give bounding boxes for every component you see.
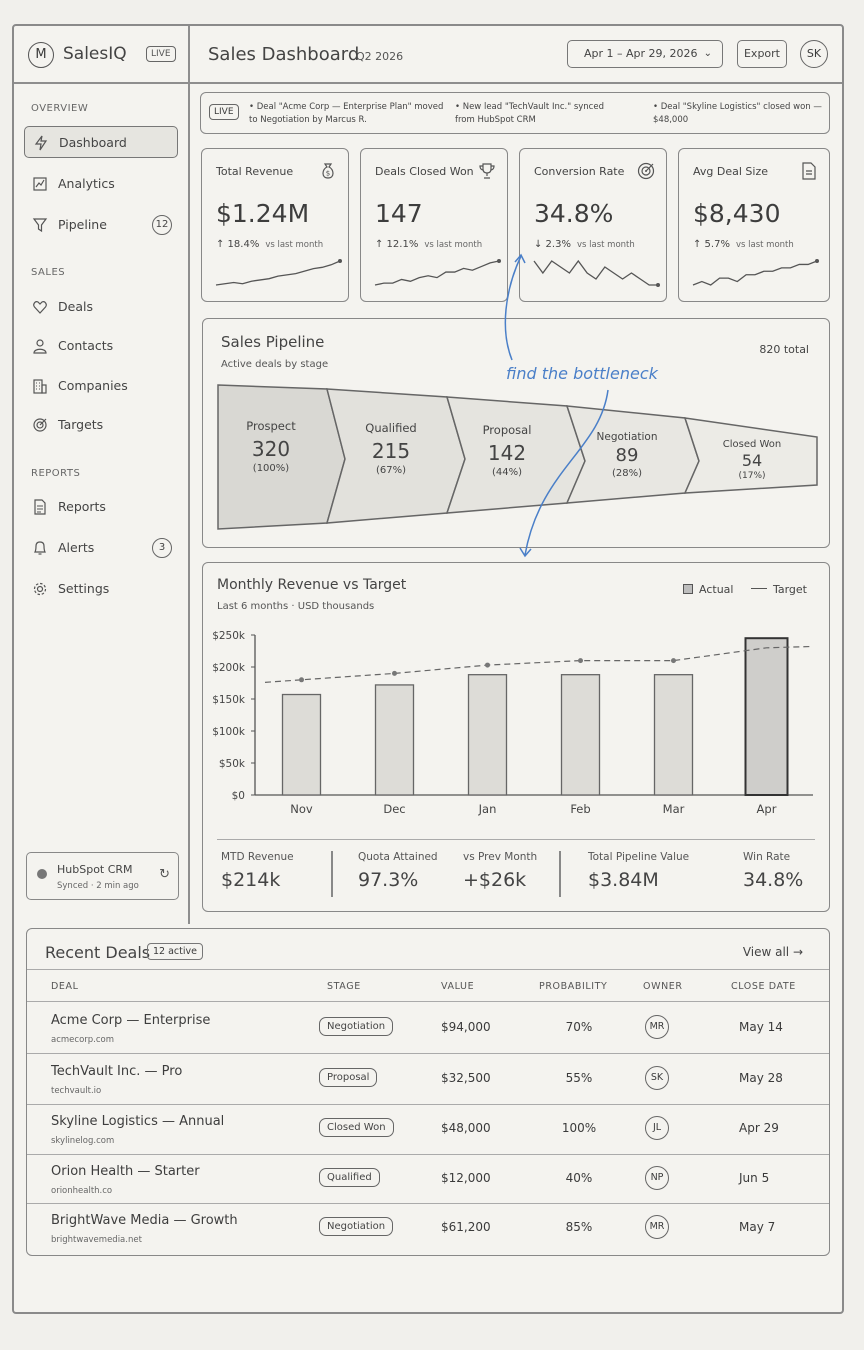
- summary-divider: [217, 839, 815, 840]
- owner-avatar: NP: [645, 1166, 669, 1190]
- deal-value: $48,000: [441, 1121, 491, 1135]
- logo: M: [28, 42, 54, 68]
- svg-text:$: $: [325, 169, 331, 178]
- annotation-text: find the bottleneck: [506, 364, 658, 383]
- legend-swatch-actual: [683, 584, 693, 594]
- user-avatar[interactable]: SK: [800, 40, 828, 68]
- recent-deals-card: [26, 928, 830, 1256]
- chevron-down-icon: ⌄: [703, 48, 712, 59]
- kpi-label: Avg Deal Size: [693, 165, 768, 178]
- kpi-label: Total Revenue: [216, 165, 294, 178]
- pipeline-count-badge: 12: [152, 215, 172, 235]
- bar-actual-dec: [376, 685, 414, 795]
- bar-actual-feb: [562, 675, 600, 795]
- pipeline-total: 820 total: [759, 343, 809, 356]
- close-date: May 14: [739, 1020, 783, 1034]
- y-tick-label: $200k: [212, 662, 245, 674]
- sidebar-item-label: Analytics: [58, 176, 115, 191]
- sidebar-divider: [188, 26, 190, 924]
- column-header-owner: OWNER: [643, 981, 683, 992]
- bell-icon: [32, 540, 48, 556]
- close-date: Jun 5: [739, 1171, 770, 1185]
- table-row[interactable]: [27, 1203, 829, 1253]
- section-label-reports: REPORTS: [31, 468, 81, 479]
- stage-badge: Closed Won: [319, 1118, 394, 1137]
- sparkline-path: [534, 261, 658, 285]
- activity-event: • Deal "Skyline Logistics" closed won — $48,000: [653, 102, 822, 125]
- header-divider: [14, 82, 842, 84]
- sidebar-item-deals[interactable]: [24, 291, 178, 323]
- deal-name[interactable]: Skyline Logistics — Annual: [51, 1114, 225, 1129]
- kpi-sparkline: [532, 253, 660, 289]
- funnel-stage-label: Qualified 215 (67%): [365, 421, 417, 476]
- period-label: Q2 2026: [356, 50, 404, 63]
- kpi-sparkline: [373, 253, 501, 289]
- target-icon: [32, 417, 48, 433]
- kpi-card-deals-closed-won[interactable]: [360, 148, 508, 302]
- sidebar-item-label: Settings: [58, 581, 110, 596]
- legend-label-actual: Actual: [699, 583, 734, 596]
- deal-domain: brightwavemedia.net: [51, 1235, 142, 1245]
- sidebar-item-alerts[interactable]: [24, 532, 178, 564]
- close-date: Apr 29: [739, 1121, 779, 1135]
- table-divider: [27, 1001, 829, 1002]
- x-tick-label: Mar: [662, 802, 685, 816]
- building-icon: [32, 378, 48, 394]
- app-name: SalesIQ: [63, 44, 127, 64]
- owner-avatar: SK: [645, 1066, 669, 1090]
- table-divider: [27, 969, 829, 970]
- pipeline-subtitle: Active deals by stage: [221, 359, 329, 370]
- owner-avatar: JL: [645, 1116, 669, 1140]
- kpi-sparkline: [214, 253, 342, 289]
- stage-badge: Proposal: [319, 1068, 377, 1087]
- funnel-stage-label: Proposal 142 (44%): [482, 423, 532, 478]
- sidebar-item-label: Targets: [58, 417, 104, 432]
- sparkline-path: [216, 261, 340, 285]
- export-button[interactable]: Export: [737, 40, 787, 68]
- live-badge: LIVE: [146, 46, 176, 62]
- person-icon: [32, 338, 48, 354]
- stage-badge: Negotiation: [319, 1217, 393, 1236]
- funnel-stage-label: Negotiation 89 (28%): [596, 431, 658, 479]
- deal-domain: acmecorp.com: [51, 1035, 115, 1045]
- integration-sync-status: Synced · 2 min ago: [57, 881, 139, 891]
- kpi-value: 34.8%: [534, 199, 614, 228]
- trophy-icon: [477, 161, 497, 181]
- bolt-icon: [33, 135, 49, 151]
- table-row[interactable]: [27, 1054, 829, 1104]
- sidebar-item-contacts[interactable]: [24, 330, 178, 362]
- sparkline-endpoint: [815, 259, 819, 263]
- x-tick-label: Feb: [570, 802, 591, 816]
- integration-status-dot: [37, 869, 47, 879]
- stat-divider: [331, 851, 333, 897]
- target-point: [671, 658, 676, 663]
- dollar-bag-icon: [318, 161, 338, 181]
- deal-name[interactable]: TechVault Inc. — Pro: [51, 1064, 183, 1079]
- y-tick-label: $0: [231, 790, 245, 802]
- document-icon: [32, 499, 48, 515]
- kpi-card-total-revenue[interactable]: [201, 148, 349, 302]
- sidebar-item-analytics[interactable]: [24, 168, 178, 200]
- stat-win-rate: Win Rate 34.8%: [743, 851, 804, 891]
- gear-icon: [32, 581, 48, 597]
- deal-probability: 70%: [565, 1020, 593, 1034]
- sidebar-item-label: Dashboard: [59, 135, 127, 150]
- legend-swatch-target: [751, 588, 767, 589]
- sidebar-item-label: Deals: [58, 299, 93, 314]
- kpi-card-conversion-rate[interactable]: [519, 148, 667, 302]
- kpi-value: $8,430: [693, 199, 781, 228]
- y-tick-label: $100k: [212, 726, 245, 738]
- deal-name[interactable]: Acme Corp — Enterprise: [51, 1013, 211, 1028]
- deal-domain: skylinelog.com: [51, 1136, 115, 1146]
- heart-icon: [32, 299, 48, 315]
- deal-probability: 100%: [561, 1121, 597, 1135]
- kpi-delta: ↑ 5.7% vs last month: [693, 239, 794, 250]
- close-date: May 7: [739, 1220, 776, 1234]
- bar-actual-apr: [746, 638, 788, 795]
- stat-total-pipeline-value: Total Pipeline Value $3.84M: [588, 851, 690, 891]
- owner-avatar: MR: [645, 1015, 669, 1039]
- kpi-card-avg-deal-size[interactable]: [678, 148, 830, 302]
- page-title: Sales Dashboard: [208, 44, 360, 65]
- kpi-sparkline: [691, 253, 819, 289]
- live-badge: LIVE: [209, 104, 239, 120]
- column-header-stage: STAGE: [327, 981, 361, 992]
- target-point: [578, 658, 583, 663]
- view-all-link[interactable]: View all →: [742, 945, 803, 959]
- sidebar-item-label: Contacts: [58, 338, 114, 353]
- date-range-value: Apr 1 – Apr 29, 2026: [584, 47, 698, 60]
- bar-actual-nov: [283, 695, 321, 795]
- target-icon: [636, 161, 656, 181]
- kpi-label: Conversion Rate: [534, 165, 625, 178]
- table-row[interactable]: [27, 1003, 829, 1053]
- deal-probability: 85%: [565, 1220, 593, 1234]
- table-row[interactable]: [27, 1154, 829, 1204]
- column-header-close-date: CLOSE DATE: [731, 981, 796, 992]
- stat-mtd-revenue: MTD Revenue $214k: [221, 851, 294, 891]
- stat-vs-prev-month: vs Prev Month +$26k: [463, 851, 538, 891]
- deal-value: $61,200: [441, 1220, 491, 1234]
- x-tick-label: Jan: [478, 802, 497, 816]
- kpi-delta: ↑ 12.1% vs last month: [375, 239, 483, 250]
- stage-badge: Negotiation: [319, 1017, 393, 1036]
- x-tick-label: Dec: [383, 802, 406, 816]
- integration-status-card[interactable]: [26, 852, 179, 900]
- target-line: [265, 647, 811, 683]
- sidebar-item-settings[interactable]: [24, 573, 178, 605]
- alerts-count-badge: 3: [152, 538, 172, 558]
- table-row[interactable]: [27, 1104, 829, 1154]
- sparkline-endpoint: [656, 283, 660, 287]
- section-label-sales: SALES: [31, 267, 66, 278]
- pipeline-title: Sales Pipeline: [221, 333, 325, 351]
- document-icon: [799, 161, 819, 181]
- column-header-value: VALUE: [441, 981, 475, 992]
- target-point: [299, 677, 304, 682]
- stat-divider: [559, 851, 561, 897]
- sidebar-item-reports[interactable]: [24, 491, 178, 523]
- sidebar-item-targets[interactable]: [24, 409, 178, 441]
- section-label-overview: OVERVIEW: [31, 103, 89, 114]
- activity-event: • New lead "TechVault Inc." synced from HubSpot CRM: [455, 102, 604, 125]
- kpi-delta: ↑ 18.4% vs last month: [216, 239, 324, 250]
- revenue-chart-card: [202, 562, 830, 912]
- funnel-stage-label: Closed Won 54 (17%): [722, 439, 782, 481]
- owner-avatar: MR: [645, 1215, 669, 1239]
- sparkline-path: [375, 261, 499, 285]
- kpi-label: Deals Closed Won: [375, 165, 474, 178]
- date-range-picker[interactable]: [567, 40, 723, 68]
- stat-quota-attained: Quota Attained 97.3%: [358, 851, 438, 891]
- column-header-probability: PROBABILITY: [539, 981, 608, 992]
- funnel-icon: [32, 217, 48, 233]
- deal-name[interactable]: BrightWave Media — Growth: [51, 1213, 238, 1228]
- sparkline-path: [693, 261, 817, 285]
- chart-legend: [683, 583, 807, 596]
- deals-title: Recent Deals: [45, 943, 151, 962]
- kpi-value: 147: [375, 199, 423, 228]
- bar-actual-mar: [655, 675, 693, 795]
- bar-actual-jan: [469, 675, 507, 795]
- sparkline-endpoint: [338, 259, 342, 263]
- activity-ticker: [200, 92, 830, 134]
- deal-value: $32,500: [441, 1071, 491, 1085]
- deal-domain: orionhealth.co: [51, 1186, 113, 1196]
- legend-label-target: Target: [772, 583, 807, 596]
- x-tick-label: Nov: [290, 802, 313, 816]
- sidebar-item-label: Alerts: [58, 540, 95, 555]
- refresh-icon[interactable]: ↻: [159, 867, 170, 882]
- close-date: May 28: [739, 1071, 783, 1085]
- x-tick-label: Apr: [756, 802, 777, 816]
- revenue-bar-chart: [203, 623, 829, 823]
- target-point: [485, 663, 490, 668]
- y-tick-label: $50k: [218, 758, 245, 770]
- funnel-stage-label: Prospect 320 (100%): [246, 419, 296, 474]
- sidebar-item-pipeline[interactable]: [24, 209, 178, 241]
- sales-pipeline-card: [202, 318, 830, 548]
- sparkline-endpoint: [497, 259, 501, 263]
- activity-event: • Deal "Acme Corp — Enterprise Plan" moved to Negotiation by Marcus R.: [249, 102, 444, 125]
- kpi-value: $1.24M: [216, 199, 310, 228]
- y-tick-label: $250k: [212, 630, 245, 642]
- deal-name[interactable]: Orion Health — Starter: [51, 1164, 200, 1179]
- kpi-delta: ↓ 2.3% vs last month: [534, 239, 635, 250]
- chart-icon: [32, 176, 48, 192]
- sidebar-item-label: Companies: [58, 378, 128, 393]
- deals-count-badge: 12 active: [147, 943, 203, 960]
- deal-probability: 55%: [565, 1071, 593, 1085]
- target-point: [392, 671, 397, 676]
- deal-probability: 40%: [565, 1171, 593, 1185]
- deal-value: $12,000: [441, 1171, 491, 1185]
- y-tick-label: $150k: [212, 694, 245, 706]
- stage-badge: Qualified: [319, 1168, 380, 1187]
- sidebar-item-label: Reports: [58, 499, 106, 514]
- integration-name: HubSpot CRM: [57, 863, 133, 876]
- chart-title: Monthly Revenue vs Target: [217, 577, 407, 593]
- deal-value: $94,000: [441, 1020, 491, 1034]
- deal-domain: techvault.io: [51, 1086, 102, 1096]
- sidebar-item-dashboard[interactable]: [24, 126, 178, 158]
- sidebar-item-label: Pipeline: [58, 217, 107, 232]
- column-header-deal: DEAL: [51, 981, 79, 992]
- chart-subtitle: Last 6 months · USD thousands: [217, 601, 375, 612]
- sidebar-item-companies[interactable]: [24, 370, 178, 402]
